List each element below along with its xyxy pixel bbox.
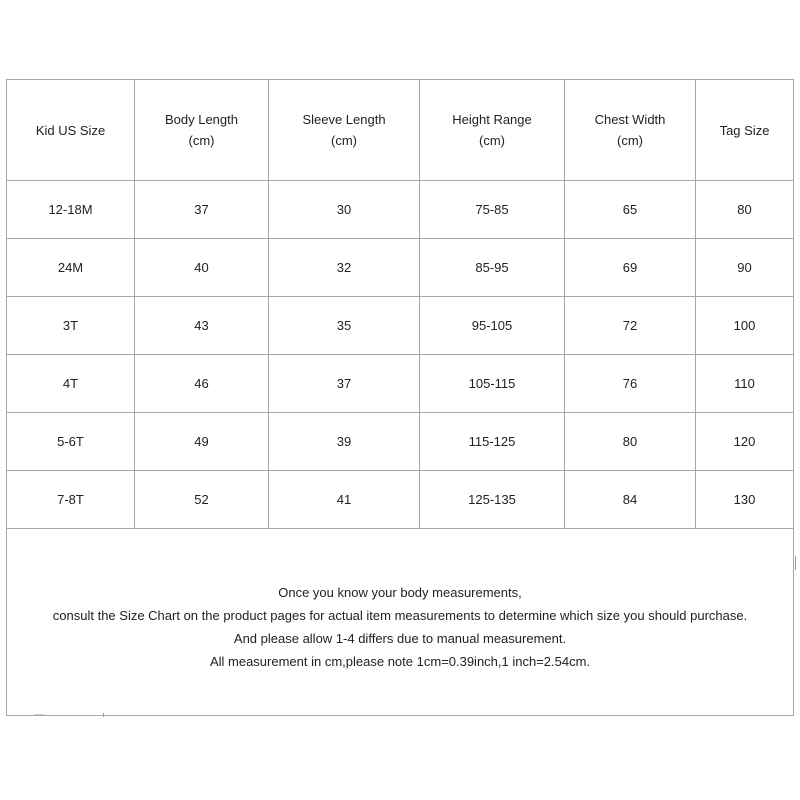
table-row: [7, 297, 794, 355]
header-unit: (cm): [331, 133, 357, 148]
cell-body-length: 37: [135, 181, 269, 239]
table-row: [7, 181, 794, 239]
cell-chest-width: 76: [565, 355, 696, 413]
table-row: [7, 471, 794, 529]
notes-row: [7, 529, 794, 716]
header-label: Tag Size: [719, 122, 770, 138]
cell-sleeve-length: 37: [269, 355, 420, 413]
cell-body-length: 46: [135, 355, 269, 413]
cell-sleeve-length: 39: [269, 413, 420, 471]
cell-sleeve-length: 41: [269, 471, 420, 529]
header-unit: (cm): [479, 133, 505, 148]
note-line: All measurement in cm,please note 1cm=0.39inch,1 inch=2.54cm.: [209, 654, 591, 669]
header-kid-us-size: [7, 80, 135, 181]
header-label: Height Range: [452, 112, 532, 127]
cell-height-range: 95-105: [420, 297, 565, 355]
cell-kid-us-size: 5-6T: [7, 413, 135, 471]
header-unit: (cm): [617, 133, 643, 148]
note-line: Once you know your body measurements,: [278, 585, 522, 600]
cell-height-range: 85-95: [420, 239, 565, 297]
table-row: [7, 413, 794, 471]
note-line: And please allow 1-4 differs due to manual measurement.: [233, 631, 567, 646]
cell-body-length: 52: [135, 471, 269, 529]
size-chart-table: [6, 79, 794, 716]
cell-chest-width: 69: [565, 239, 696, 297]
cell-sleeve-length: 35: [269, 297, 420, 355]
cell-tag-size: 110: [696, 355, 794, 413]
cell-height-range: 105-115: [420, 355, 565, 413]
cell-sleeve-length: 32: [269, 239, 420, 297]
cell-sleeve-length: 30: [269, 181, 420, 239]
header-label: Chest Width: [594, 112, 666, 127]
header-label: Kid US Size: [35, 122, 106, 138]
cell-height-range: 125-135: [420, 471, 565, 529]
header-tag-size: [696, 80, 794, 181]
cell-height-range: 75-85: [420, 181, 565, 239]
table-row: [7, 355, 794, 413]
header-unit: (cm): [188, 133, 215, 148]
measurement-notes: [7, 529, 794, 716]
header-height-range: [420, 80, 565, 181]
header-label: Body Length: [164, 112, 238, 127]
header-sleeve-length: [269, 80, 420, 181]
header-chest-width: [565, 80, 696, 181]
header-label: Sleeve Length: [302, 112, 386, 127]
cell-body-length: 43: [135, 297, 269, 355]
cell-body-length: 49: [135, 413, 269, 471]
edge-mark: [103, 713, 104, 717]
cell-height-range: 115-125: [420, 413, 565, 471]
edge-mark: [34, 714, 44, 715]
cell-kid-us-size: 24M: [7, 239, 135, 297]
table-row: [7, 239, 794, 297]
cell-tag-size: 130: [696, 471, 794, 529]
cell-kid-us-size: 7-8T: [7, 471, 135, 529]
cell-body-length: 40: [135, 239, 269, 297]
note-line: consult the Size Chart on the product pages for actual item measurements to determine which size you should purchase.: [52, 608, 748, 623]
cell-chest-width: 72: [565, 297, 696, 355]
cell-tag-size: 100: [696, 297, 794, 355]
cell-chest-width: 65: [565, 181, 696, 239]
cell-tag-size: 120: [696, 413, 794, 471]
cell-chest-width: 80: [565, 413, 696, 471]
cell-kid-us-size: 3T: [7, 297, 135, 355]
edge-mark: [795, 556, 796, 570]
cell-kid-us-size: 12-18M: [7, 181, 135, 239]
header-body-length: [135, 80, 269, 181]
header-row: [7, 80, 794, 181]
cell-tag-size: 90: [696, 239, 794, 297]
cell-chest-width: 84: [565, 471, 696, 529]
cell-tag-size: 80: [696, 181, 794, 239]
cell-kid-us-size: 4T: [7, 355, 135, 413]
